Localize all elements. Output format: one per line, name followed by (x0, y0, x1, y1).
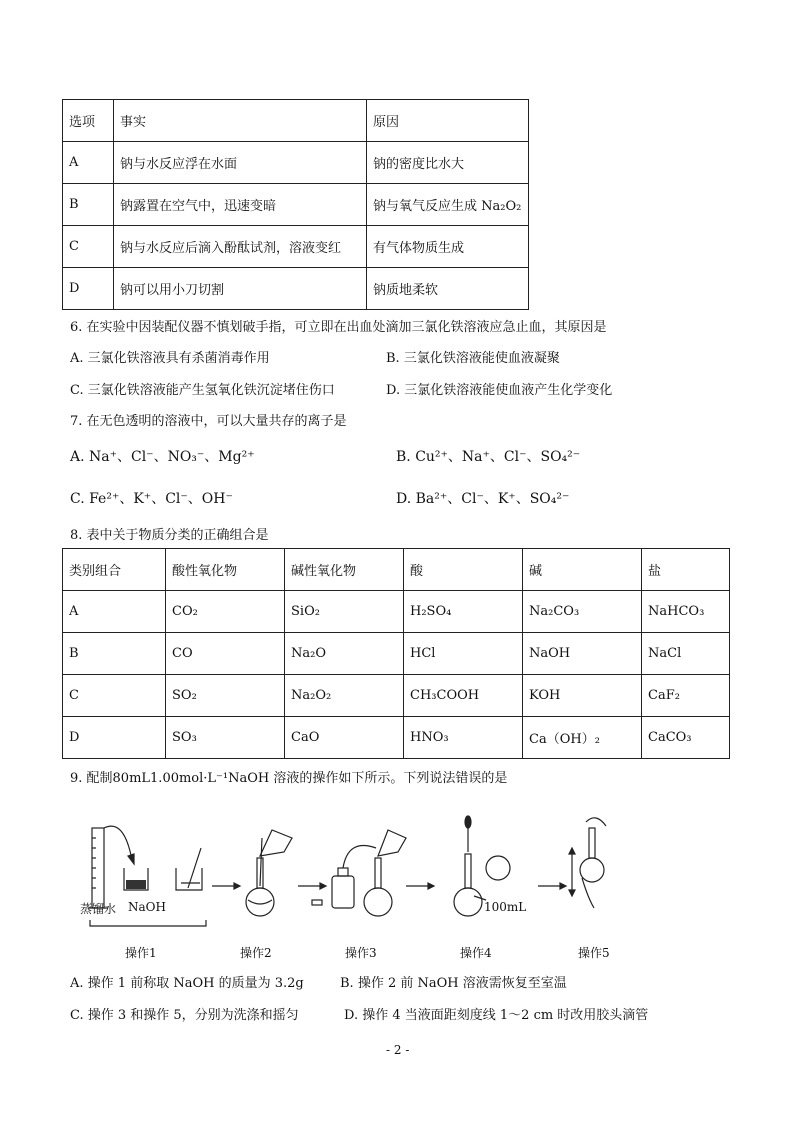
header-cell: 原因 (367, 100, 529, 142)
pour-beaker (260, 830, 292, 856)
table-cell: B (63, 633, 166, 675)
table-cell: 钠与氧气反应生成 Na₂O₂ (367, 184, 529, 226)
question-6-option-a: A. 三氯化铁溶液具有杀菌消毒作用 (70, 351, 270, 366)
table-cell: D (63, 268, 114, 310)
header-cell: 类别组合 (63, 549, 166, 591)
figure-caption-op1: 操作1 (125, 946, 157, 960)
table-cell: 钠质地柔软 (367, 268, 529, 310)
table-row (63, 184, 529, 226)
table-cell: Ca（OH）₂ (523, 717, 642, 759)
table-cell: 钠与水反应后滴入酚酞试剂，溶液变红 (114, 226, 367, 268)
table-cell: 钠可以用小刀切割 (114, 268, 367, 310)
table-cell: Na₂CO₃ (523, 591, 642, 633)
table-cell: C (63, 675, 166, 717)
question-9-stem: 9. 配制80mL1.00mol·L⁻¹NaOH 溶液的操作如下所示。下列说法错误的是 (70, 771, 508, 786)
volumetric-flask-3 (364, 888, 392, 916)
question-7-option-c: C. Fe²⁺、K⁺、Cl⁻、OH⁻ (70, 491, 233, 507)
figure-label-volume: 100mL (484, 900, 527, 914)
glass-rod (188, 848, 201, 888)
question-9-option-c: C. 操作 3 和操作 5，分别为洗涤和摇匀 (70, 1008, 299, 1023)
volumetric-flask-4 (454, 888, 482, 916)
table-cell: Na₂O (285, 633, 404, 675)
figure-caption-op2: 操作2 (240, 946, 272, 960)
table-cell: CH₃COOH (404, 675, 523, 717)
table-row (63, 268, 529, 310)
table-header-row (63, 549, 730, 591)
table-cell: NaOH (523, 633, 642, 675)
question-7-option-d: D. Ba²⁺、Cl⁻、K⁺、SO₄²⁻ (396, 491, 570, 507)
header-cell: 酸 (404, 549, 523, 591)
wash-bottle (332, 876, 354, 908)
table-cell: C (63, 226, 114, 268)
question-6-option-d: D. 三氯化铁溶液能使血液产生化学变化 (386, 383, 613, 398)
question-9-option-d: D. 操作 4 当液面距刻度线 1～2 cm 时改用胶头滴管 (344, 1008, 649, 1023)
table-cell: B (63, 184, 114, 226)
header-cell: 盐 (642, 549, 730, 591)
table-row (63, 142, 529, 184)
header-cell: 选项 (63, 100, 114, 142)
solution-prep-figure (76, 808, 656, 933)
table-cell: CaCO₃ (642, 717, 730, 759)
table-cell: HCl (404, 633, 523, 675)
header-cell: 碱 (523, 549, 642, 591)
figure-caption-op3: 操作3 (345, 946, 377, 960)
question-7-option-b: B. Cu²⁺、Na⁺、Cl⁻、SO₄²⁻ (396, 449, 581, 465)
question-9-option-a: A. 操作 1 前称取 NaOH 的质量为 3.2g (70, 976, 304, 991)
page-number: - 2 - (386, 1043, 410, 1057)
question-7-option-a: A. Na⁺、Cl⁻、NO₃⁻、Mg²⁺ (70, 449, 255, 465)
figure-caption-op5: 操作5 (578, 946, 610, 960)
table-cell: H₂SO₄ (404, 591, 523, 633)
table-row (63, 675, 730, 717)
table-cell: 钠与水反应浮在水面 (114, 142, 367, 184)
table-cell: NaHCO₃ (642, 591, 730, 633)
table-cell: SO₃ (166, 717, 285, 759)
table-row (63, 226, 529, 268)
table-cell: 有气体物质生成 (367, 226, 529, 268)
table-cell: A (63, 142, 114, 184)
table-cell: SO₂ (166, 675, 285, 717)
question-6-option-b: B. 三氯化铁溶液能使血液凝聚 (386, 351, 560, 366)
table-cell: 钠的密度比水大 (367, 142, 529, 184)
table-cell: CO₂ (166, 591, 285, 633)
volumetric-flask-5 (580, 858, 604, 882)
header-cell: 酸性氧化物 (166, 549, 285, 591)
pour-arrow (104, 826, 132, 860)
table-cell: CaF₂ (642, 675, 730, 717)
table-cell: D (63, 717, 166, 759)
table-cell: Na₂O₂ (285, 675, 404, 717)
table-cell: 钠露置在空气中，迅速变暗 (114, 184, 367, 226)
question-6-option-c: C. 三氯化铁溶液能产生氢氧化铁沉淀堵住伤口 (70, 383, 335, 398)
table-cell: A (63, 591, 166, 633)
table-cell: HNO₃ (404, 717, 523, 759)
question-7-stem: 7. 在无色透明的溶液中，可以大量共存的离子是 (70, 414, 347, 429)
table-header-row (63, 100, 529, 142)
figure-label-water: 蒸馏水 (80, 902, 117, 916)
header-cell: 碱性氧化物 (285, 549, 404, 591)
header-cell: 事实 (114, 100, 367, 142)
table-row (63, 633, 730, 675)
figure-caption-op4: 操作4 (460, 946, 492, 960)
classification-table (62, 548, 730, 759)
table-row (63, 717, 730, 759)
table-cell: SiO₂ (285, 591, 404, 633)
table-cell: KOH (523, 675, 642, 717)
question-6-stem: 6. 在实验中因装配仪器不慎划破手指，可立即在出血处滴加三氯化铁溶液应急止血，其原因是 (70, 320, 607, 335)
table-cell: CO (166, 633, 285, 675)
figure-label-naoh: NaOH (128, 900, 166, 914)
facts-table (62, 99, 529, 310)
question-8-stem: 8. 表中关于物质分类的正确组合是 (70, 528, 269, 543)
magnifier-circle (486, 856, 510, 880)
table-cell: CaO (285, 717, 404, 759)
table-cell: NaCl (642, 633, 730, 675)
table-row (63, 591, 730, 633)
question-9-option-b: B. 操作 2 前 NaOH 溶液需恢复至室温 (340, 976, 567, 991)
